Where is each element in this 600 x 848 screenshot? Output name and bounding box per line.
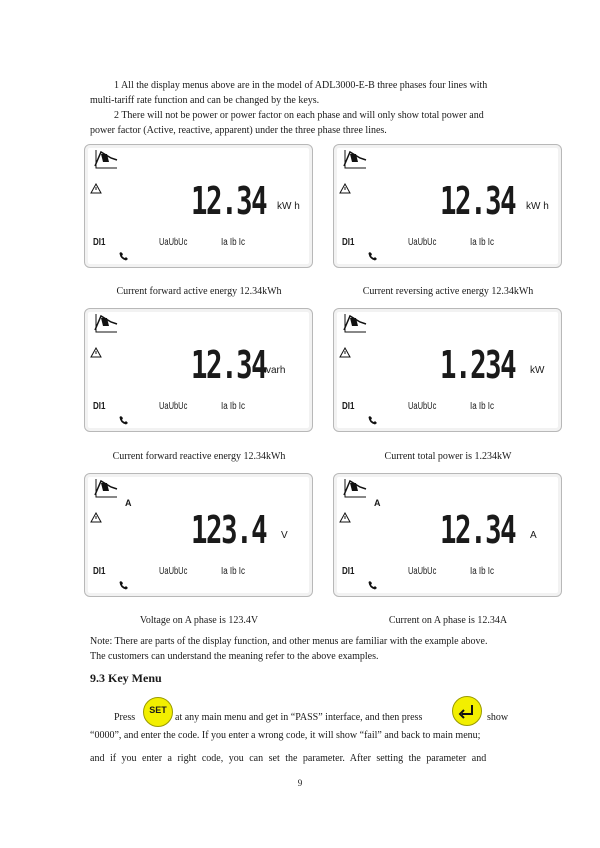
voltage-phases-label: UaUbUc: [159, 237, 188, 248]
note-2-line-2: power factor (Active, reactive, apparent) under the three phase three lines.: [90, 125, 387, 136]
lcd-panel: [333, 144, 562, 268]
current-phases-label: Ia Ib Ic: [221, 401, 246, 412]
press-label: Press: [114, 712, 136, 723]
phone-icon: [119, 580, 129, 590]
lcd-panel: [333, 308, 562, 432]
lcd-reading: 123.4: [191, 508, 267, 552]
lcd-caption: Voltage on A phase is 123.4V: [139, 615, 259, 626]
lcd-panel: [84, 473, 313, 597]
current-phases-label: Ia Ib Ic: [470, 566, 495, 577]
lcd-panel: [84, 144, 313, 268]
set-key-icon: [143, 697, 173, 727]
key-menu-line-3: and if you enter a right code, you can set the parameter. After setting the parameter and: [90, 753, 487, 764]
warning-icon: [339, 512, 351, 523]
key-menu-line-2: “0000”, and enter the code. If you enter a wrong code, it will show “fail” and back to main menu;: [90, 730, 481, 741]
lcd-caption: Current total power is 1.234kW: [384, 451, 512, 462]
digital-input-label: DI1: [93, 566, 106, 577]
lcd-panel: [333, 473, 562, 597]
warning-icon: [90, 347, 102, 358]
digital-input-label: DI1: [342, 237, 355, 248]
bottom-note-line-1: Note: There are parts of the display function, and other menus are familiar with the example above.: [90, 636, 488, 647]
lcd-panel: [84, 308, 313, 432]
phase-indicator: A: [125, 498, 132, 508]
note-2-line-1: 2 There will not be power or power factor on each phase and will only show total power and: [114, 110, 484, 121]
phone-icon: [119, 415, 129, 425]
note-1-line-2: multi-tariff rate function and can be changed by the keys.: [90, 95, 320, 106]
section-title: 9.3 Key Menu: [90, 671, 162, 685]
voltage-phases-label: UaUbUc: [408, 566, 437, 577]
meter-logo-icon: [93, 477, 119, 499]
lcd-caption: Current reversing active energy 12.34kWh: [362, 286, 534, 297]
current-phases-label: Ia Ib Ic: [470, 401, 495, 412]
voltage-phases-label: UaUbUc: [159, 401, 188, 412]
current-phases-label: Ia Ib Ic: [221, 566, 246, 577]
phone-icon: [368, 251, 378, 261]
lcd-unit: kvarh: [261, 365, 286, 376]
current-phases-label: Ia Ib Ic: [470, 237, 495, 248]
lcd-unit: kW h: [277, 201, 300, 212]
press-instruction: at any main menu and get in “PASS” interface, and then press: [175, 712, 423, 723]
set-key-label: SET: [149, 705, 167, 715]
phone-icon: [368, 580, 378, 590]
page-number: 9: [297, 778, 303, 788]
lcd-caption: Current forward reactive energy 12.34kWh: [112, 451, 286, 462]
phone-icon: [119, 251, 129, 261]
meter-logo-icon: [342, 312, 368, 334]
bottom-note-line-2: The customers can understand the meaning refer to the above examples.: [90, 651, 379, 662]
warning-icon: [90, 512, 102, 523]
warning-icon: [339, 347, 351, 358]
lcd-reading: 12.34: [191, 343, 267, 387]
lcd-reading: 12.34: [191, 179, 267, 223]
meter-logo-icon: [93, 312, 119, 334]
lcd-unit: kW h: [526, 201, 549, 212]
digital-input-label: DI1: [342, 401, 355, 412]
warning-icon: [90, 183, 102, 194]
lcd-unit: V: [281, 530, 288, 541]
enter-key-icon: [452, 696, 482, 726]
digital-input-label: DI1: [93, 401, 106, 412]
lcd-unit: A: [530, 530, 537, 541]
voltage-phases-label: UaUbUc: [408, 237, 437, 248]
lcd-caption: Current forward active energy 12.34kWh: [116, 286, 282, 297]
voltage-phases-label: UaUbUc: [159, 566, 188, 577]
lcd-reading: 12.34: [440, 508, 516, 552]
note-1-line-1: 1 All the display menus above are in the model of ADL3000-E-B three phases four lines with: [114, 80, 488, 91]
meter-logo-icon: [342, 148, 368, 170]
warning-icon: [339, 183, 351, 194]
lcd-caption: Current on A phase is 12.34A: [388, 615, 508, 626]
lcd-reading: 1.234: [440, 343, 516, 387]
phone-icon: [368, 415, 378, 425]
current-phases-label: Ia Ib Ic: [221, 237, 246, 248]
meter-logo-icon: [342, 477, 368, 499]
digital-input-label: DI1: [342, 566, 355, 577]
lcd-reading: 12.34: [440, 179, 516, 223]
phase-indicator: A: [374, 498, 381, 508]
meter-logo-icon: [93, 148, 119, 170]
lcd-unit: kW: [530, 365, 545, 376]
show-label: show: [487, 712, 509, 723]
voltage-phases-label: UaUbUc: [408, 401, 437, 412]
digital-input-label: DI1: [93, 237, 106, 248]
